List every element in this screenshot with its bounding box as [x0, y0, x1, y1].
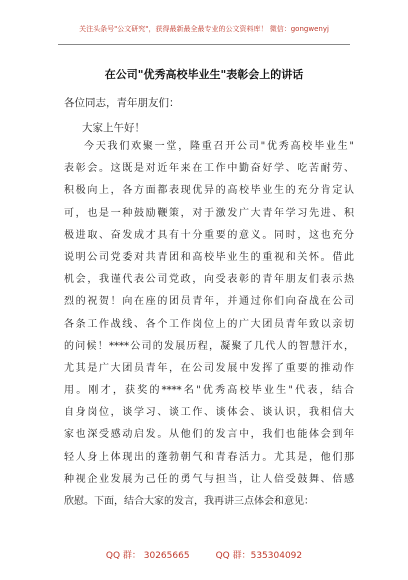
footer-qq-group-1: QQ 群： 30265665: [105, 551, 190, 561]
paragraph-line: 的问候！****公司的发展历程，凝聚了几代人的智慧汗水，: [64, 340, 354, 352]
paragraph-line: 烈的祝贺！向在座的团员青年，并通过你们向奋战在公司: [64, 296, 354, 308]
document-title: 在公司"优秀高校毕业生"表彰会上的讲话: [104, 68, 304, 81]
paragraph-line: 表彰会。这既是对近年来在工作中勤奋好学、吃苦耐劳、: [64, 163, 354, 175]
paragraph-line: 说明公司党委对共青团和高校毕业生的重视和关怀。借此: [64, 251, 354, 263]
paragraph-line: 机会，我谨代表公司党政，向受表彰的青年朋友们表示热: [64, 274, 354, 286]
paragraph-line: 各条工作战线、各个工作岗位上的广大团员青年致以亲切: [64, 318, 354, 330]
greeting: 大家上午好！: [82, 122, 145, 134]
paragraph-line: 轻人身上体现出的蓬勃朝气和青春活力。尤其是，他们那: [64, 451, 354, 463]
salutation: 各位同志，青年朋友们：: [64, 97, 180, 109]
paragraph-line: 可，也是一种鼓励鞭策，对于激发广大青年学习先进、积: [64, 207, 354, 219]
footer: [0, 548, 408, 561]
footer-qq-group-2: QQ 群：535304092: [215, 551, 303, 561]
header-banner: 关注头条号"公文研究"，获得最新最全最专业的公文资料库！ 微信：gongwenyj: [79, 25, 329, 33]
paragraph-line: 极进取、奋发成才具有十分重要的意义。同时，这也充分: [64, 229, 354, 241]
paragraph-line: 自身岗位，谈学习、谈工作、谈体会、谈认识，我相信大: [64, 407, 354, 419]
header-divider: [58, 44, 350, 45]
paragraph-line: 尤其是广大团员青年，在公司发展中发挥了重要的推动作: [64, 362, 354, 374]
paragraph-line: 今天我们欢聚一堂，隆重召开公司"优秀高校毕业生": [84, 141, 354, 152]
paragraph-line: 种视企业发展为己任的勇气与担当，让人倍受鼓舞、倍感: [64, 473, 354, 485]
body-paragraph: [64, 136, 354, 513]
paragraph-line: 家也深受感动启发。从他们的发言中，我们也能体会到年: [64, 429, 354, 441]
paragraph-line: 积极向上，各方面都表现优异的高校毕业生的充分肯定认: [64, 185, 354, 197]
paragraph-line: 欣慰。下面，结合大家的发言，我再讲三点体会和意见：: [64, 496, 314, 507]
paragraph-line: 用。刚才，获奖的****名"优秀高校毕业生"代表，结合: [64, 385, 354, 397]
